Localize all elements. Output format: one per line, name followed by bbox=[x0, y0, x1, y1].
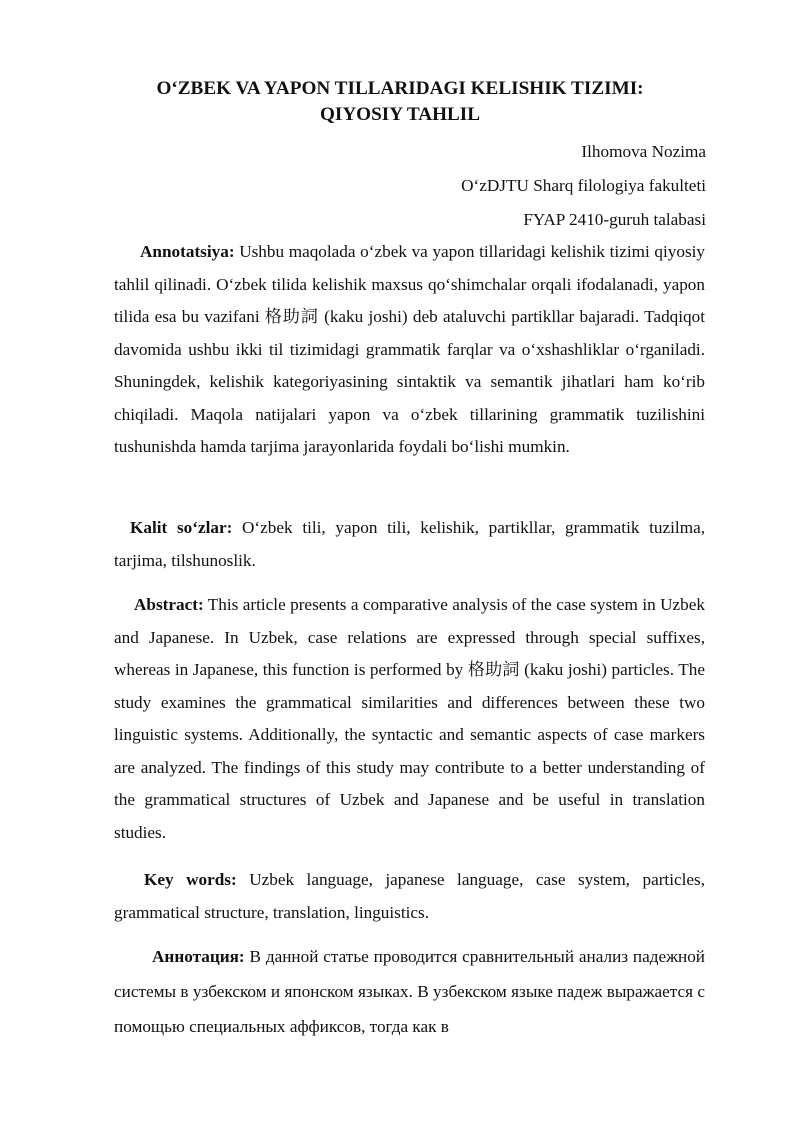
abstract-en-text-1: This article presents a comparative analysis of the case system in Uzbek and Japanese. In Uzbek, case relations are expressed through special suffixes, whereas in Japanese, this function is performed by bbox=[114, 595, 705, 679]
paper-title-line-2: QIYOSIY TAHLIL bbox=[319, 104, 481, 125]
annotation-uz-text-1: Ushbu maqolada o‘zbek va yapon tillaridagi kelishik tizimi qiyosiy tahlil qilinadi. O‘zbek tilida kelishik maxsus qo‘shimchalar orqali ifodalanadi, yapon tilida esa bu vazifani bbox=[114, 242, 705, 326]
abstract-en-kanji: 格助詞 bbox=[467, 660, 520, 680]
paper-title bbox=[100, 76, 700, 128]
keywords-en bbox=[114, 864, 705, 929]
annotation-ru-label: Аннотация: bbox=[152, 947, 245, 966]
author-affiliation: O‘zDJTU Sharq filologiya fakulteti bbox=[461, 176, 706, 195]
author-group: FYAP 2410-guruh talabasi bbox=[523, 210, 706, 229]
keywords-uz-text: O‘zbek tili, yapon tili, kelishik, partikllar, grammatik tuzilma, tarjima, tilshunoslik. bbox=[114, 518, 705, 570]
keywords-en-text: Uzbek language, japanese language, case system, particles, grammatical structure, translation, linguistics. bbox=[114, 870, 705, 922]
annotation-ru-text: В данной статье проводится сравнительный анализ падежной системы в узбекском и японском языках. В узбекском языке падеж выражается с помощью специальных аффиксов, тогда как в bbox=[114, 947, 705, 1036]
annotation-uz-label: Annotatsiya: bbox=[140, 242, 235, 261]
abstract-en bbox=[114, 589, 705, 849]
abstract-en-text-2: (kaku joshi) particles. The study examines the grammatical similarities and differences between these two linguistic systems. Additionally, the syntactic and semantic aspects of case markers are analyzed. The findings of this study may contribute to a better understanding of the grammatical structures of Uzbek and Japanese and be useful in translation studies. bbox=[114, 660, 705, 842]
keywords-en-label: Key words: bbox=[144, 870, 237, 889]
annotation-uz-text-2: (kaku joshi) deb ataluvchi partikllar bajaradi. Tadqiqot davomida ushbu ikki til tizimidagi grammatik farqlar va o‘xshashliklar o‘rganiladi. Shuningdek, kelishik kategoriyasining sintaktik va semantik jihatlari ham ko‘rib chiqiladi. Maqola natijalari yapon va o‘zbek tillarining grammatik tuzilishini tushunishda hamda tarjima jarayonlarida foydali bo‘lishi mumkin. bbox=[114, 307, 705, 456]
abstract-en-label: Abstract: bbox=[134, 595, 204, 614]
keywords-uz-label: Kalit so‘zlar: bbox=[130, 518, 233, 537]
annotation-ru bbox=[114, 939, 705, 1044]
author-name: Ilhomova Nozima bbox=[581, 142, 706, 161]
paper-title-line-1: O‘ZBEK VA YAPON TILLARIDAGI KELISHIK TIZIMI: bbox=[156, 78, 644, 99]
keywords-uz bbox=[114, 512, 705, 577]
annotation-uz-kanji: 格助詞 bbox=[264, 307, 319, 327]
annotation-uz bbox=[114, 236, 705, 464]
